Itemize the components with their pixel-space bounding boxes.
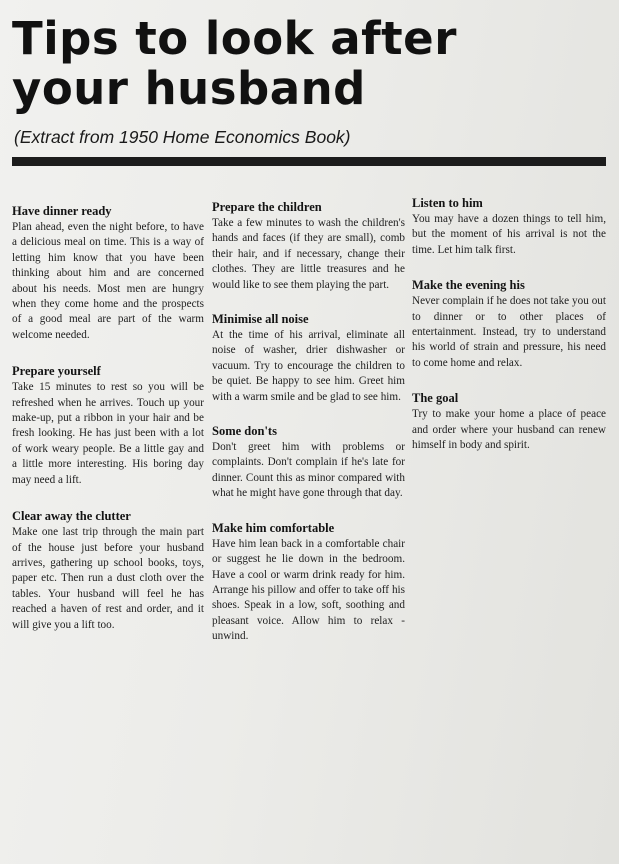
section-body: Make one last trip through the main part of the house just before your husband arrives, gathering up school books, toys, paper etc. Then run a dust cloth over the tables. Your husband will feel he has reached a haven of rest and order, and it will give you a lift too. [12,526,204,631]
section-the-goal [412,391,606,453]
section-heading: The goal [412,391,459,406]
section-heading: Clear away the clutter [12,509,131,524]
section-body: Take a few minutes to wash the children's hands and faces (if they are small), comb their hair, and if necessary, change their clothes. They are little treasures and he would like to see them playing the part. [212,217,405,291]
section-heading: Some don'ts [212,424,277,439]
section-heading: Listen to him [412,196,483,210]
column-3 [412,196,606,453]
section-body: You may have a dozen things to tell him, but the moment of his arrival is not the time. Let him talk first. [412,213,606,256]
section-heading: Minimise all noise [212,312,309,327]
section-body: Try to make your home a place of peace and order where your husband can renew himself in body and spirit. [412,408,606,452]
section-have-dinner-ready [12,204,204,343]
section-heading: Make him comfortable [212,520,335,535]
section-heading: Prepare yourself [12,364,101,379]
section-make-the-evening-his [412,278,606,371]
section-body: Never complain if he does not take you out to dinner or to other places of entertainment. Instead, try to understand his world of strain and pressure, his need to come home and relax. [412,295,606,369]
section-heading: Have dinner ready [12,204,112,218]
section-body: Have him lean back in a comfortable chair or suggest he lie down in the bedroom. Have a cool or warm drink ready for him. Arrange his pillow and offer to take off his shoes. Speak in a low, soft, soothing and pleasant voice. Allow him to relax - unwind. [212,537,405,643]
section-body: At the time of his arrival, eliminate all noise of washer, drier dishwasher or vacuum. Try to encourage the children to be quiet. Be happy to see him. Greet him with a warm smile and be glad to see him. [212,329,405,403]
divider-bar [12,157,606,166]
section-heading: Prepare the children [212,200,322,214]
section-minimise-all-noise [212,312,405,405]
column-1 [12,196,204,633]
section-some-donts [212,424,405,502]
section-listen-to-him [412,196,606,258]
section-make-him-comfortable [212,521,405,645]
section-body: Take 15 minutes to rest so you will be refreshed when he arrives. Touch up your make-up, put a ribbon in your hair and be fresh looking. He has just been with a lot of work weary people. Be a little gay and a little more interesting. His boring day may need a lift. [12,381,204,486]
section-body: Don't greet him with problems or complaints. Don't complain if he's late for dinner. Count this as minor compared with what he might have gone through that day. [212,441,405,500]
column-2 [212,196,405,645]
page-title: Tips to look after your husband [12,12,457,115]
section-heading: Make the evening his [412,278,525,293]
page-subtitle: (Extract from 1950 Home Economics Book) [14,127,351,147]
section-clear-away-the-clutter [12,509,204,633]
section-prepare-yourself [12,364,204,488]
section-body: Plan ahead, even the night before, to have a delicious meal on time. This is a way of letting him know that you have been thinking about him and are concerned about his needs. Most men are hungry when they come home and the prospects of a good meal are part of the warm welcome needed. [12,221,204,341]
section-prepare-the-children [212,200,405,293]
